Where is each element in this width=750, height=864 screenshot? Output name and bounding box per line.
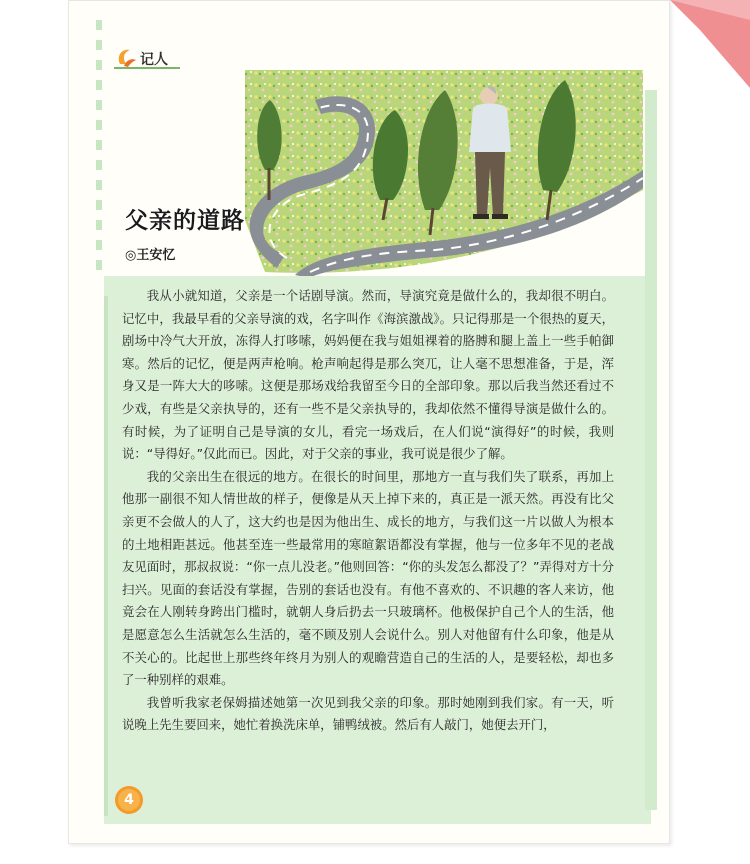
road-illustration — [225, 70, 643, 278]
margin-dot-line — [96, 20, 102, 280]
article-body — [122, 285, 614, 737]
paragraph: 我曾听我家老保姆描述她第一次见到我父亲的印象。那时她刚到我们家。有一天，听说晚上先生要回来，她忙着换洗床单，铺鸭绒被。然后有人敲门，她便去开门， — [122, 694, 614, 733]
paragraph: 我的父亲出生在很远的地方。在很长的时间里，那地方一直与我们失了联系，再加上他那一副很不知人情世故的样子，便像是从天上掉下来的，真正是一派天然。再没有比父亲更不会做人的人了，这大约也是因为他出生、成长的地方，与我们这一片以做人为根本的土地相距甚远。他甚至连一些最常用的寒暄絮语都没有掌握，他与一位多年不见的老战友见面时，那叔叔说：“你一点儿没老。”他则回答：“你的头发怎么都没了？”弄得对方十分扫兴。见面的套话没有掌握，告别的套话也没有。有他不喜欢的、不识趣的客人来访，他竟会在人刚转身跨出门槛时，就朝人身后扔去一只玻璃杯。他极保护自己个人的生活，他是愿意怎么生活就怎么生活的，毫不顾及别人会说什么。别人对他留有什么印象，他是从不关心的。比起世上那些终年终月为别人的观瞻营造自己的生活的人，是要轻松，却也多了一种别样的艰难。 — [122, 468, 614, 688]
article-title: 父亲的道路 — [125, 208, 245, 234]
right-edge-strip — [645, 90, 657, 810]
paragraph: 我从小就知道，父亲是一个话剧导演。然而，导演究竟是做什么的，我却很不明白。记忆中，我最早看的父亲导演的戏，名字叫作《海滨激战》。只记得那是一个很热的夏天，剧场中冷气大开放，冻得人打哆嗦，妈妈便在我与姐姐裸着的胳膊和腿上盖上一些手帕御寒。然后的记忆，便是两声枪响。枪声响起得是那么突兀，让人毫不思想准备，于是，浑身又是一阵大大的哆嗦。这便是那场戏给我留至今日的全部印象。那以后我当然还看过不少戏，有些是父亲执导的，还有一些不是父亲执导的，我却依然不懂得导演是做什么的。有时候，为了证明自己是导演的女儿，看完一场戏后，在人们说“演得好”的时候，我则说：“导得好。”仅此而已。因此，对于父亲的事业，我可说是很少了解。 — [122, 288, 614, 462]
page-number: 4 — [124, 792, 134, 808]
section-label: 记人 — [140, 52, 168, 68]
article-author: ◎王安忆 — [125, 248, 176, 263]
section-tag — [112, 42, 182, 72]
corner-decoration — [670, 0, 750, 90]
